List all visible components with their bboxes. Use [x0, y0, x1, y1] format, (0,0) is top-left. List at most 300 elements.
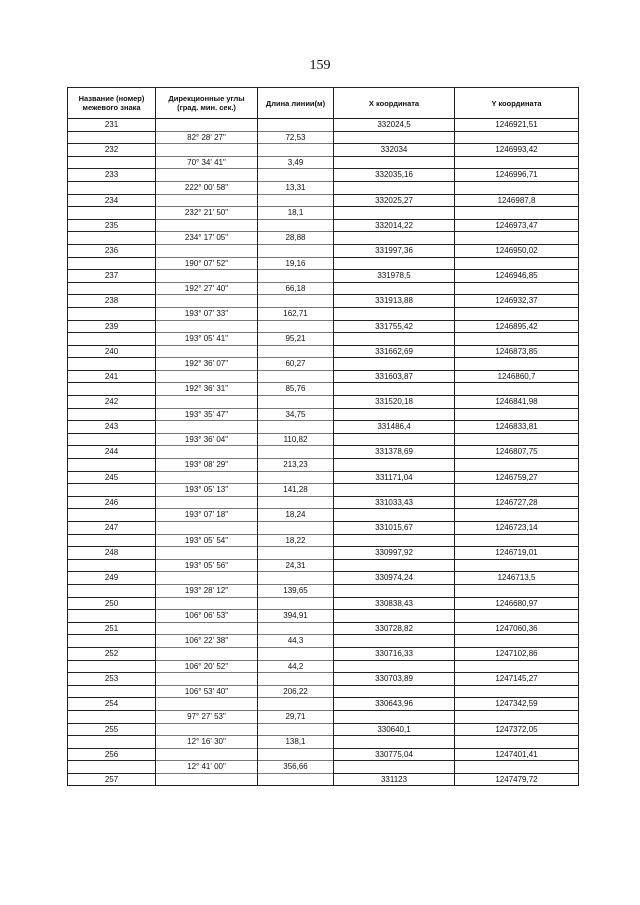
empty-cell	[455, 509, 579, 522]
line-length-cell: 356,66	[258, 761, 334, 774]
table-row	[68, 635, 579, 648]
y-coordinate-cell: 1246680,97	[455, 597, 579, 610]
table-row	[68, 597, 579, 610]
table-row	[68, 761, 579, 774]
x-coordinate-cell: 331486,4	[334, 421, 455, 434]
direction-angle-cell: 192° 27' 40"	[156, 282, 258, 295]
line-length-cell: 110,82	[258, 433, 334, 446]
empty-cell	[156, 673, 258, 686]
table-row	[68, 496, 579, 509]
x-coordinate-cell: 331033,43	[334, 496, 455, 509]
empty-cell	[156, 320, 258, 333]
empty-cell	[68, 131, 156, 144]
boundary-marks-table	[67, 87, 579, 786]
table-row	[68, 257, 579, 270]
line-length-cell: 24,31	[258, 559, 334, 572]
empty-cell	[258, 345, 334, 358]
empty-cell	[455, 635, 579, 648]
empty-cell	[334, 383, 455, 396]
line-length-cell: 66,18	[258, 282, 334, 295]
line-length-cell: 60,27	[258, 358, 334, 371]
line-length-cell: 139,65	[258, 584, 334, 597]
mark-name-cell: 254	[68, 698, 156, 711]
mark-name-cell: 244	[68, 446, 156, 459]
table-row	[68, 484, 579, 497]
empty-cell	[68, 156, 156, 169]
direction-angle-cell: 106° 20' 52"	[156, 660, 258, 673]
y-coordinate-cell: 1246973,47	[455, 219, 579, 232]
empty-cell	[68, 584, 156, 597]
empty-cell	[334, 736, 455, 749]
mark-name-cell: 232	[68, 144, 156, 157]
x-coordinate-cell: 330643,96	[334, 698, 455, 711]
table-row	[68, 383, 579, 396]
empty-cell	[455, 660, 579, 673]
x-coordinate-cell: 332024,5	[334, 119, 455, 132]
empty-cell	[258, 773, 334, 786]
line-length-cell: 44,2	[258, 660, 334, 673]
direction-angle-cell: 12° 41' 00"	[156, 761, 258, 774]
y-coordinate-cell: 1246807,75	[455, 446, 579, 459]
empty-cell	[455, 131, 579, 144]
empty-cell	[68, 509, 156, 522]
empty-cell	[156, 370, 258, 383]
y-coordinate-cell: 1246727,28	[455, 496, 579, 509]
table-body	[68, 119, 579, 786]
empty-cell	[455, 358, 579, 371]
header-x: X координата	[334, 88, 455, 119]
table-row	[68, 333, 579, 346]
empty-cell	[156, 421, 258, 434]
empty-cell	[334, 610, 455, 623]
empty-cell	[258, 219, 334, 232]
empty-cell	[334, 635, 455, 648]
empty-cell	[156, 748, 258, 761]
mark-name-cell: 238	[68, 295, 156, 308]
line-length-cell: 19,16	[258, 257, 334, 270]
empty-cell	[334, 257, 455, 270]
direction-angle-cell: 192° 36' 07"	[156, 358, 258, 371]
direction-angle-cell: 193° 35' 47"	[156, 408, 258, 421]
table-row	[68, 181, 579, 194]
line-length-cell: 29,71	[258, 710, 334, 723]
mark-name-cell: 246	[68, 496, 156, 509]
empty-cell	[68, 459, 156, 472]
empty-cell	[68, 408, 156, 421]
table-row	[68, 773, 579, 786]
empty-cell	[68, 736, 156, 749]
empty-cell	[334, 761, 455, 774]
empty-cell	[68, 307, 156, 320]
empty-cell	[258, 320, 334, 333]
x-coordinate-cell: 331171,04	[334, 471, 455, 484]
y-coordinate-cell: 1246860,7	[455, 370, 579, 383]
empty-cell	[334, 534, 455, 547]
y-coordinate-cell: 1247401,41	[455, 748, 579, 761]
table-row	[68, 610, 579, 623]
empty-cell	[334, 660, 455, 673]
direction-angle-cell: 193° 05' 56"	[156, 559, 258, 572]
y-coordinate-cell: 1247479,72	[455, 773, 579, 786]
x-coordinate-cell: 330728,82	[334, 622, 455, 635]
y-coordinate-cell: 1246873,85	[455, 345, 579, 358]
empty-cell	[258, 597, 334, 610]
line-length-cell: 18,22	[258, 534, 334, 547]
empty-cell	[334, 232, 455, 245]
table-row	[68, 698, 579, 711]
x-coordinate-cell: 330775,04	[334, 748, 455, 761]
empty-cell	[455, 736, 579, 749]
y-coordinate-cell: 1246921,51	[455, 119, 579, 132]
empty-cell	[455, 610, 579, 623]
empty-cell	[156, 773, 258, 786]
mark-name-cell: 235	[68, 219, 156, 232]
empty-cell	[455, 383, 579, 396]
line-length-cell: 394,91	[258, 610, 334, 623]
empty-cell	[258, 748, 334, 761]
empty-cell	[156, 144, 258, 157]
empty-cell	[334, 710, 455, 723]
empty-cell	[258, 396, 334, 409]
table-header-row	[68, 88, 579, 119]
empty-cell	[455, 257, 579, 270]
table-row	[68, 244, 579, 257]
mark-name-cell: 250	[68, 597, 156, 610]
table-row	[68, 396, 579, 409]
mark-name-cell: 241	[68, 370, 156, 383]
mark-name-cell: 234	[68, 194, 156, 207]
page-number: 159	[309, 58, 331, 73]
x-coordinate-cell: 330838,43	[334, 597, 455, 610]
x-coordinate-cell: 332035,16	[334, 169, 455, 182]
direction-angle-cell: 222° 00' 58"	[156, 181, 258, 194]
empty-cell	[156, 244, 258, 257]
empty-cell	[156, 194, 258, 207]
mark-name-cell: 240	[68, 345, 156, 358]
empty-cell	[68, 559, 156, 572]
table-row	[68, 471, 579, 484]
direction-angle-cell: 193° 05' 13"	[156, 484, 258, 497]
direction-angle-cell: 106° 53' 40"	[156, 685, 258, 698]
direction-angle-cell: 193° 07' 33"	[156, 307, 258, 320]
direction-angle-cell: 193° 05' 54"	[156, 534, 258, 547]
x-coordinate-cell: 331603,87	[334, 370, 455, 383]
empty-cell	[258, 446, 334, 459]
table-row	[68, 320, 579, 333]
empty-cell	[334, 559, 455, 572]
table-row	[68, 169, 579, 182]
x-coordinate-cell: 331913,88	[334, 295, 455, 308]
y-coordinate-cell: 1247145,27	[455, 673, 579, 686]
x-coordinate-cell: 331978,5	[334, 270, 455, 283]
mark-name-cell: 249	[68, 572, 156, 585]
direction-angle-cell: 193° 08' 29"	[156, 459, 258, 472]
table-row	[68, 307, 579, 320]
line-length-cell: 85,76	[258, 383, 334, 396]
empty-cell	[68, 685, 156, 698]
line-length-cell: 3,49	[258, 156, 334, 169]
table-row	[68, 547, 579, 560]
empty-cell	[258, 295, 334, 308]
table-row	[68, 370, 579, 383]
x-coordinate-cell: 332025,27	[334, 194, 455, 207]
empty-cell	[156, 496, 258, 509]
empty-cell	[334, 459, 455, 472]
table-row	[68, 685, 579, 698]
line-length-cell: 213,23	[258, 459, 334, 472]
empty-cell	[455, 282, 579, 295]
mark-name-cell: 256	[68, 748, 156, 761]
y-coordinate-cell: 1247102,86	[455, 647, 579, 660]
table-row	[68, 270, 579, 283]
empty-cell	[334, 584, 455, 597]
y-coordinate-cell: 1246759,27	[455, 471, 579, 484]
empty-cell	[68, 635, 156, 648]
empty-cell	[68, 710, 156, 723]
x-coordinate-cell: 331997,36	[334, 244, 455, 257]
empty-cell	[156, 169, 258, 182]
x-coordinate-cell: 331015,67	[334, 522, 455, 535]
table-row	[68, 534, 579, 547]
mark-name-cell: 233	[68, 169, 156, 182]
table-row	[68, 345, 579, 358]
header-angle: Дирекционные углы (град. мин. сек.)	[156, 88, 258, 119]
x-coordinate-cell: 331520,18	[334, 396, 455, 409]
empty-cell	[156, 723, 258, 736]
empty-cell	[68, 207, 156, 220]
table-row	[68, 421, 579, 434]
table-row	[68, 295, 579, 308]
empty-cell	[156, 396, 258, 409]
empty-cell	[258, 547, 334, 560]
table-row	[68, 358, 579, 371]
empty-cell	[68, 181, 156, 194]
empty-cell	[156, 547, 258, 560]
table-row	[68, 748, 579, 761]
empty-cell	[334, 433, 455, 446]
empty-cell	[258, 698, 334, 711]
y-coordinate-cell: 1247342,59	[455, 698, 579, 711]
direction-angle-cell: 192° 36' 31"	[156, 383, 258, 396]
empty-cell	[156, 345, 258, 358]
empty-cell	[334, 282, 455, 295]
empty-cell	[156, 647, 258, 660]
x-coordinate-cell: 332034	[334, 144, 455, 157]
empty-cell	[258, 622, 334, 635]
direction-angle-cell: 12° 16' 30"	[156, 736, 258, 749]
y-coordinate-cell: 1246950,02	[455, 244, 579, 257]
empty-cell	[455, 156, 579, 169]
empty-cell	[334, 131, 455, 144]
x-coordinate-cell: 330974,24	[334, 572, 455, 585]
empty-cell	[455, 408, 579, 421]
table-row	[68, 282, 579, 295]
mark-name-cell: 252	[68, 647, 156, 660]
empty-cell	[156, 597, 258, 610]
empty-cell	[334, 358, 455, 371]
y-coordinate-cell: 1246833,81	[455, 421, 579, 434]
empty-cell	[334, 156, 455, 169]
table-row	[68, 207, 579, 220]
direction-angle-cell: 193° 36' 04"	[156, 433, 258, 446]
direction-angle-cell: 193° 05' 41"	[156, 333, 258, 346]
x-coordinate-cell: 331662,69	[334, 345, 455, 358]
empty-cell	[68, 383, 156, 396]
empty-cell	[455, 559, 579, 572]
y-coordinate-cell: 1246946,85	[455, 270, 579, 283]
empty-cell	[455, 433, 579, 446]
direction-angle-cell: 106° 22' 38"	[156, 635, 258, 648]
empty-cell	[455, 307, 579, 320]
line-length-cell: 18,24	[258, 509, 334, 522]
mark-name-cell: 242	[68, 396, 156, 409]
table-row	[68, 232, 579, 245]
x-coordinate-cell: 332014,22	[334, 219, 455, 232]
empty-cell	[258, 572, 334, 585]
x-coordinate-cell: 331755,42	[334, 320, 455, 333]
mark-name-cell: 248	[68, 547, 156, 560]
y-coordinate-cell: 1246996,71	[455, 169, 579, 182]
empty-cell	[455, 761, 579, 774]
y-coordinate-cell: 1246932,37	[455, 295, 579, 308]
table-row	[68, 131, 579, 144]
empty-cell	[68, 610, 156, 623]
line-length-cell: 28,88	[258, 232, 334, 245]
mark-name-cell: 255	[68, 723, 156, 736]
empty-cell	[156, 219, 258, 232]
empty-cell	[156, 119, 258, 132]
empty-cell	[258, 673, 334, 686]
empty-cell	[334, 333, 455, 346]
line-length-cell: 141,28	[258, 484, 334, 497]
empty-cell	[156, 295, 258, 308]
y-coordinate-cell: 1246719,01	[455, 547, 579, 560]
empty-cell	[258, 370, 334, 383]
line-length-cell: 138,1	[258, 736, 334, 749]
empty-cell	[258, 194, 334, 207]
empty-cell	[156, 522, 258, 535]
mark-name-cell: 251	[68, 622, 156, 635]
table-row	[68, 156, 579, 169]
empty-cell	[334, 685, 455, 698]
empty-cell	[156, 270, 258, 283]
line-length-cell: 162,71	[258, 307, 334, 320]
empty-cell	[334, 307, 455, 320]
table-row	[68, 673, 579, 686]
table-row	[68, 559, 579, 572]
direction-angle-cell: 106° 06' 53"	[156, 610, 258, 623]
line-length-cell: 44,3	[258, 635, 334, 648]
header-y: Y координата	[455, 88, 579, 119]
empty-cell	[68, 232, 156, 245]
x-coordinate-cell: 331378,69	[334, 446, 455, 459]
empty-cell	[334, 509, 455, 522]
table-row	[68, 522, 579, 535]
mark-name-cell: 253	[68, 673, 156, 686]
table-row	[68, 144, 579, 157]
table-row	[68, 622, 579, 635]
table-row	[68, 572, 579, 585]
empty-cell	[455, 584, 579, 597]
empty-cell	[455, 459, 579, 472]
table-row	[68, 433, 579, 446]
header-length: Длина линии(м)	[258, 88, 334, 119]
mark-name-cell: 239	[68, 320, 156, 333]
table-row	[68, 660, 579, 673]
line-length-cell: 13,31	[258, 181, 334, 194]
empty-cell	[156, 471, 258, 484]
y-coordinate-cell: 1247060,36	[455, 622, 579, 635]
table-row	[68, 219, 579, 232]
direction-angle-cell: 70° 34' 41"	[156, 156, 258, 169]
direction-angle-cell: 82° 28' 27"	[156, 131, 258, 144]
empty-cell	[334, 181, 455, 194]
table-row	[68, 459, 579, 472]
table-row	[68, 710, 579, 723]
empty-cell	[68, 257, 156, 270]
table-row	[68, 446, 579, 459]
y-coordinate-cell: 1246993,42	[455, 144, 579, 157]
direction-angle-cell: 190° 07' 52"	[156, 257, 258, 270]
table-row	[68, 408, 579, 421]
table-row	[68, 736, 579, 749]
direction-angle-cell: 232° 21' 50"	[156, 207, 258, 220]
empty-cell	[68, 282, 156, 295]
empty-cell	[156, 698, 258, 711]
empty-cell	[156, 446, 258, 459]
line-length-cell: 34,75	[258, 408, 334, 421]
y-coordinate-cell: 1246895,42	[455, 320, 579, 333]
empty-cell	[68, 433, 156, 446]
empty-cell	[258, 421, 334, 434]
table-row	[68, 509, 579, 522]
direction-angle-cell: 193° 07' 18"	[156, 509, 258, 522]
empty-cell	[258, 144, 334, 157]
table-row	[68, 584, 579, 597]
line-length-cell: 206,22	[258, 685, 334, 698]
empty-cell	[68, 484, 156, 497]
empty-cell	[455, 333, 579, 346]
direction-angle-cell: 234° 17' 05"	[156, 232, 258, 245]
empty-cell	[68, 660, 156, 673]
mark-name-cell: 247	[68, 522, 156, 535]
line-length-cell: 18,1	[258, 207, 334, 220]
y-coordinate-cell: 1247372,05	[455, 723, 579, 736]
mark-name-cell: 243	[68, 421, 156, 434]
table-row	[68, 723, 579, 736]
y-coordinate-cell: 1246841,98	[455, 396, 579, 409]
direction-angle-cell: 97° 27' 53"	[156, 710, 258, 723]
mark-name-cell: 236	[68, 244, 156, 257]
y-coordinate-cell: 1246987,8	[455, 194, 579, 207]
mark-name-cell: 257	[68, 773, 156, 786]
empty-cell	[258, 270, 334, 283]
line-length-cell: 72,53	[258, 131, 334, 144]
x-coordinate-cell: 330640,1	[334, 723, 455, 736]
empty-cell	[455, 232, 579, 245]
empty-cell	[258, 471, 334, 484]
empty-cell	[68, 761, 156, 774]
empty-cell	[156, 572, 258, 585]
x-coordinate-cell: 331123	[334, 773, 455, 786]
table-row	[68, 119, 579, 132]
empty-cell	[258, 723, 334, 736]
direction-angle-cell: 193° 28' 12"	[156, 584, 258, 597]
empty-cell	[258, 522, 334, 535]
empty-cell	[455, 181, 579, 194]
empty-cell	[258, 119, 334, 132]
empty-cell	[156, 622, 258, 635]
